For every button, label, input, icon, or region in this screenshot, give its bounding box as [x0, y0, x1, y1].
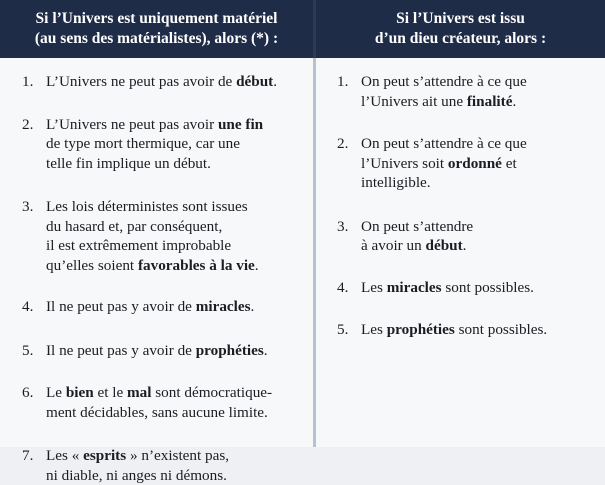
list-item [22, 197, 307, 275]
item-line: Il ne peut pas y avoir de prophéties. [46, 341, 307, 361]
item-emphasis: début [236, 73, 273, 90]
header-left-line2: (au sens des matérialistes), alors (*) : [0, 29, 313, 49]
item-emphasis: favorables à la vie [138, 257, 255, 274]
item-number: 5. [22, 341, 33, 361]
item-line: ni diable, ni anges ni démons. [46, 466, 307, 485]
item-emphasis: finalité [467, 93, 513, 110]
item-line: On peut s’attendre à ce que [361, 72, 597, 92]
item-emphasis: ordonné [448, 155, 502, 172]
item-line: de type mort thermique, car une [46, 134, 307, 154]
item-line: Le bien et le mal sont démocratique- [46, 383, 307, 403]
list-item [22, 383, 307, 422]
item-number: 1. [22, 72, 33, 92]
item-line: à avoir un début. [361, 236, 597, 256]
header-left [0, 0, 313, 58]
item-line: du hasard et, par conséquent, [46, 217, 307, 237]
item-emphasis: mal [127, 384, 151, 401]
item-line: l’Univers soit ordonné et [361, 154, 597, 174]
item-line: Les miracles sont possibles. [361, 278, 597, 298]
item-emphasis: prophéties [196, 342, 264, 359]
list-item [22, 446, 307, 485]
list-item [337, 278, 597, 298]
item-emphasis: esprits [83, 447, 126, 464]
item-number: 2. [22, 115, 33, 135]
item-number: 3. [337, 217, 348, 237]
header-right-line1: Si l’Univers est issu [316, 9, 605, 29]
list-item [22, 72, 307, 92]
item-line: Les prophéties sont possibles. [361, 320, 597, 340]
item-line: Les « esprits » n’existent pas, [46, 446, 307, 466]
list-item [337, 72, 597, 111]
item-emphasis: miracles [196, 298, 251, 315]
item-emphasis: miracles [387, 279, 442, 296]
header-right-line2: d’un dieu créateur, alors : [316, 29, 605, 49]
list-item [22, 341, 307, 361]
item-number: 5. [337, 320, 348, 340]
list-materialist [22, 72, 307, 485]
item-emphasis: début [426, 237, 463, 254]
item-number: 4. [22, 297, 33, 317]
list-creator [337, 72, 597, 340]
header-right [316, 0, 605, 58]
item-number: 3. [22, 197, 33, 217]
list-item [337, 217, 597, 256]
item-emphasis: une fin [218, 116, 263, 133]
item-emphasis: bien [66, 384, 94, 401]
item-line: Les lois déterministes sont issues [46, 197, 307, 217]
item-line: l’Univers ait une finalité. [361, 92, 597, 112]
item-line: ment décidables, sans aucune limite. [46, 403, 307, 423]
header-left-line1: Si l’Univers est uniquement matériel [0, 9, 313, 29]
item-line: Il ne peut pas y avoir de miracles. [46, 297, 307, 317]
item-line: il est extrêmement improbable [46, 236, 307, 256]
item-line: On peut s’attendre à ce que [361, 134, 597, 154]
item-line: On peut s’attendre [361, 217, 597, 237]
item-line: qu’elles soient favorables à la vie. [46, 256, 307, 276]
item-number: 6. [22, 383, 33, 403]
item-number: 7. [22, 446, 33, 466]
item-number: 1. [337, 72, 348, 92]
list-item [337, 320, 597, 340]
list-item [337, 134, 597, 193]
item-line: telle fin implique un début. [46, 154, 307, 174]
list-item [22, 115, 307, 174]
list-item [22, 297, 307, 317]
item-line: L’Univers ne peut pas avoir une fin [46, 115, 307, 135]
item-line: intelligible. [361, 173, 597, 193]
column-divider-body [313, 58, 316, 447]
item-number: 2. [337, 134, 348, 154]
item-number: 4. [337, 278, 348, 298]
item-line: L’Univers ne peut pas avoir de début. [46, 72, 307, 92]
item-emphasis: prophéties [387, 321, 455, 338]
